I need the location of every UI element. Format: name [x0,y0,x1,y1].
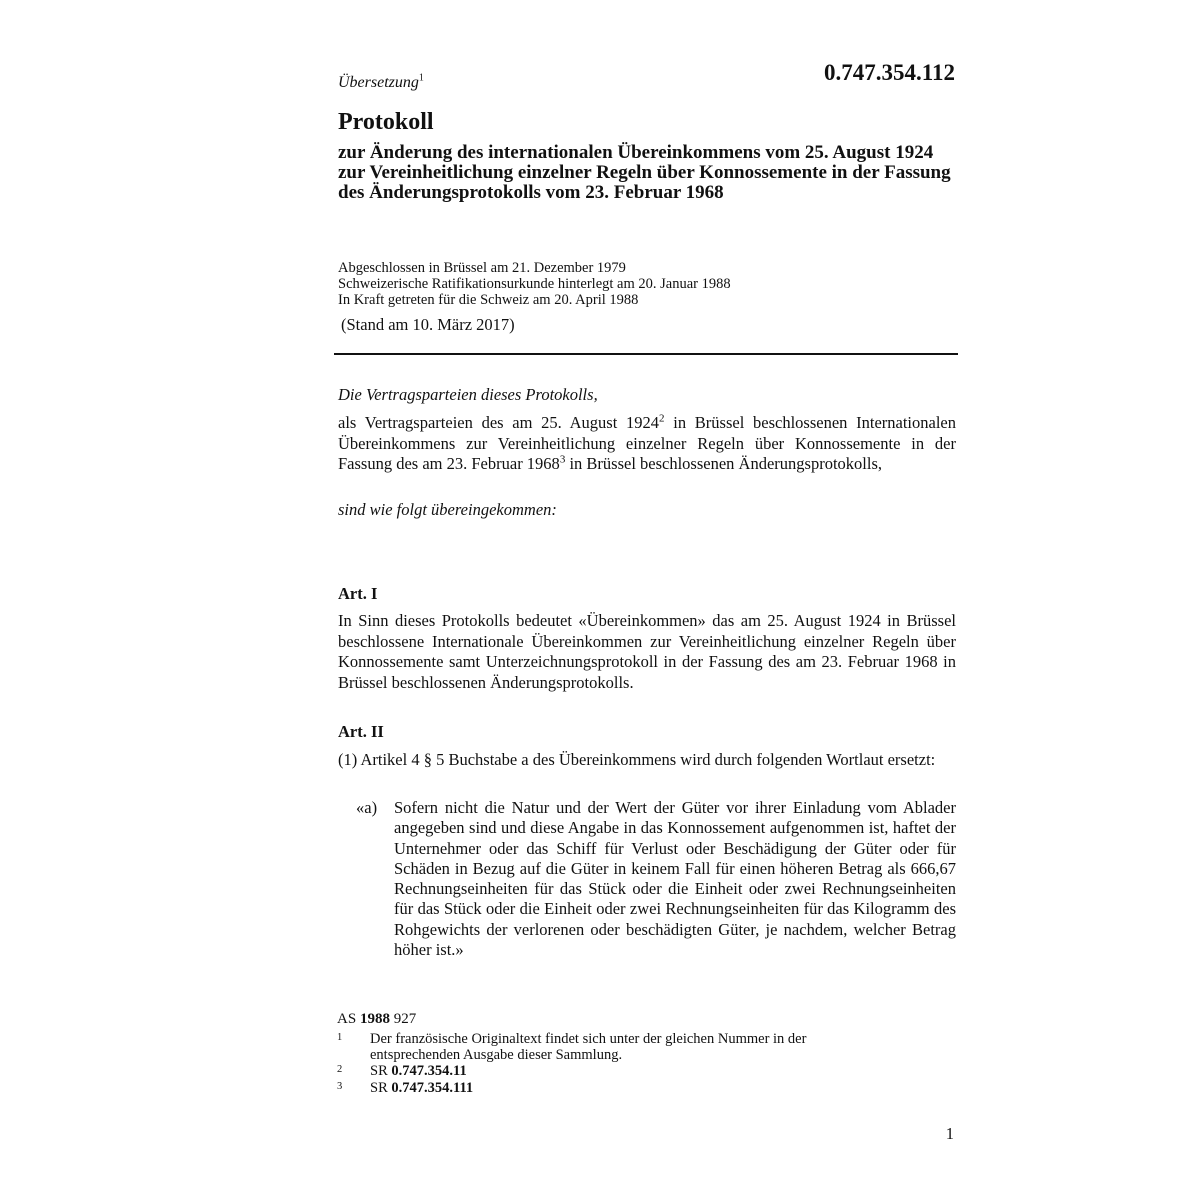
preamble-text-b: in Brüssel beschlossenen Internationalen Übereinkommens zur Vereinheitlichung einzelner Regeln über Konnossemente in der Fassung des am 23. Februar 1968 [338,413,956,473]
footnote-ref-3[interactable]: 3 [559,453,566,466]
translation-text: Übersetzung [338,74,419,91]
sr-link[interactable]: 0.747.354.11 [391,1063,467,1079]
article-2-paragraph-1: (1) Artikel 4 § 5 Buchstabe a des Übereinkommens wird durch folgenden Wortlaut ersetzt: [338,750,936,769]
article-1-heading: Art. I [338,584,378,603]
quote-item-text: Sofern nicht die Natur und der Wert der Güter vor ihrer Einladung vom Ablader angegeben sind und diese Angabe in das Konnossement aufgenommen ist, haftet der Unternehmer oder das Schiff für Verlust oder Beschädigung der Güter oder für Schäden in Bezug auf die Güter in keinem Fall für einen höheren Betrag als 666,67 Rechnungseinheiten für das Stück oder die Einheit oder zwei Rechnungseinheiten für das Stück oder die Einheit oder zwei Rechnungseinheiten für das Kilogramm des Rohgewichts der verlorenen oder beschädigten Güter, je nachdem, welcher Betrag höher ist.» [394,798,956,960]
document-subtitle: zur Änderung des internationalen Übereinkommens vom 25. August 1924 zur Vereinheitlichung einzelner Regeln über Konnossemente in der Fassung des Änderungsprotokolls vom 23. Februar 1968 [338,142,951,203]
preamble-text [338,413,956,475]
official-collection-ref [337,1011,416,1028]
footnote-ref-2[interactable]: 2 [659,412,665,425]
quote-item-marker: «a) [356,798,378,817]
sr-number: 0.747.354.112 [824,60,955,85]
footnote-text [370,1081,890,1097]
footnote-number: 2 [337,1064,343,1075]
status-date: (Stand am 10. März 2017) [341,315,515,334]
document-title: Protokoll [338,109,434,135]
as-year: 1988 [359,1011,390,1027]
footnote-ref-1[interactable]: 1 [418,72,424,84]
page-number: 1 [945,1124,954,1143]
as-prefix: AS [337,1011,360,1027]
preamble-text-a: als Vertragsparteien des am 25. August 1924 [338,413,660,432]
article-2-heading: Art. II [338,722,384,741]
concluded-date: Abgeschlossen in Brüssel am 21. Dezember 1979 [338,260,626,276]
article-1-text: In Sinn dieses Protokolls bedeutet «Übereinkommen» das am 25. August 1924 in Brüssel beschlossene Internationale Übereinkommen zur Vereinheitlichung einzelner Regeln über Konnossemente samt Unterzeichnungsprotokoll in der Fassung des am 23. Februar 1968 in Brüssel beschlossenen Änderungsprotokolls. [338,611,956,692]
footnote-number: 1 [337,1032,343,1043]
in-force-date: In Kraft getreten für die Schweiz am 20. April 1988 [338,292,639,308]
preamble-closing: sind wie folgt übereingekommen: [338,500,557,519]
treaty-metadata [338,260,958,308]
header-divider [334,353,958,355]
preamble-text-c: in Brüssel beschlossenen Änderungsprotokolls, [565,454,882,473]
footnote-text [370,1064,890,1080]
preamble-heading: Die Vertragsparteien dieses Protokolls, [338,385,598,404]
sr-prefix: SR [370,1080,392,1096]
sr-link[interactable]: 0.747.354.111 [391,1080,474,1096]
as-page: 927 [389,1011,417,1027]
translation-label [338,74,424,92]
footnote-number: 3 [337,1081,343,1092]
sr-prefix: SR [370,1063,392,1079]
ratification-date: Schweizerische Ratifikationsurkunde hinterlegt am 20. Januar 1988 [338,276,731,292]
footnote-text: Der französische Originaltext findet sich unter der gleichen Nummer in der entsprechenden Ausgabe dieser Sammlung. [370,1031,807,1063]
